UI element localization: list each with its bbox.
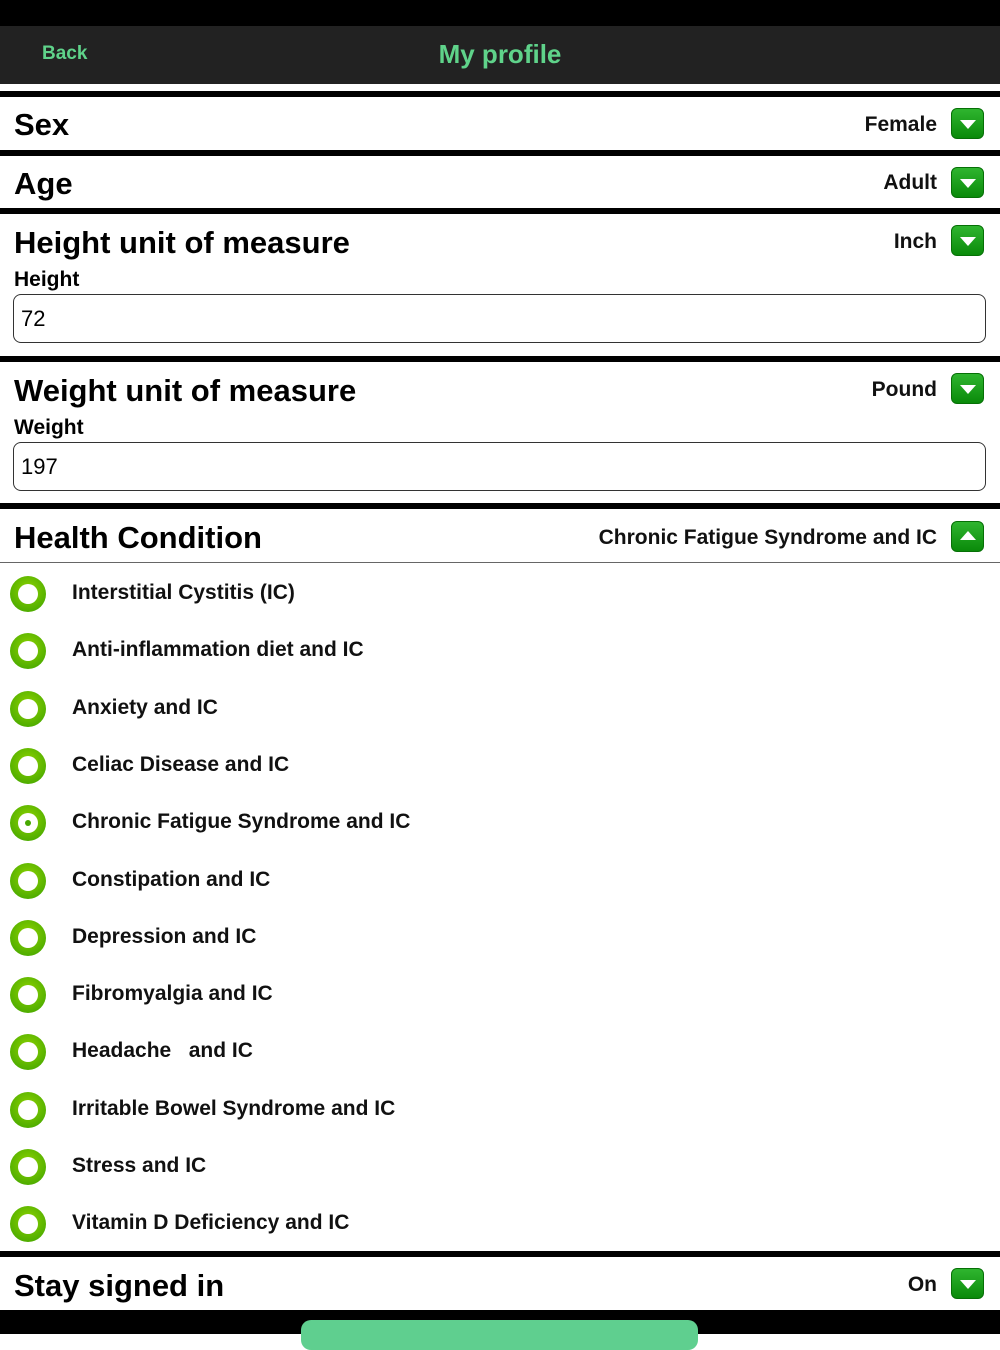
radio-icon[interactable]: [10, 1149, 46, 1185]
list-divider: [0, 562, 1000, 563]
radio-icon[interactable]: [10, 576, 46, 612]
radio-inner: [18, 985, 38, 1005]
chevron-down-icon: [960, 237, 976, 246]
section-divider: [0, 356, 1000, 362]
health-option-label: Stress and IC: [72, 1154, 207, 1177]
chevron-up-icon: [960, 531, 976, 540]
weight-unit-label: Weight unit of measure: [14, 373, 357, 408]
navigation-bar: [0, 26, 1000, 84]
radio-icon[interactable]: [10, 1206, 46, 1242]
radio-icon[interactable]: [10, 920, 46, 956]
radio-icon[interactable]: [10, 863, 46, 899]
health-option-label: Anti-inflammation diet and IC: [72, 638, 364, 662]
weight-field-label: Weight: [14, 416, 84, 439]
section-divider: [0, 150, 1000, 156]
section-divider: [0, 1251, 1000, 1257]
height-unit-dropdown-button[interactable]: [951, 225, 984, 256]
section-divider: [0, 208, 1000, 214]
radio-dot: [25, 820, 31, 826]
back-button[interactable]: Back: [42, 43, 88, 64]
stay-signed-in-value[interactable]: On: [907, 1273, 937, 1296]
radio-icon[interactable]: [10, 748, 46, 784]
health-option-label: Irritable Bowel Syndrome and IC: [72, 1096, 396, 1120]
health-option-label: Headache and IC: [72, 1039, 253, 1063]
radio-inner: [18, 641, 38, 661]
chevron-down-icon: [960, 385, 976, 394]
sex-dropdown-button[interactable]: [951, 108, 984, 139]
radio-inner: [18, 1042, 38, 1062]
radio-selected-icon[interactable]: [10, 805, 46, 841]
health-option-label: Fibromyalgia and IC: [72, 982, 273, 1006]
health-option[interactable]: [0, 1199, 1000, 1249]
radio-inner: [18, 699, 38, 719]
age-value[interactable]: Adult: [883, 171, 937, 194]
radio-icon[interactable]: [10, 691, 46, 727]
radio-inner: [18, 871, 38, 891]
section-divider: [0, 503, 1000, 509]
save-button[interactable]: [301, 1320, 698, 1350]
radio-inner: [18, 928, 38, 948]
health-option-label: Depression and IC: [72, 924, 257, 948]
health-option[interactable]: [0, 569, 1000, 619]
stay-signed-in-label: Stay signed in: [14, 1268, 225, 1303]
radio-inner: [18, 756, 38, 776]
health-option[interactable]: [0, 913, 1000, 963]
height-input[interactable]: [13, 294, 986, 343]
health-option-label: Vitamin D Deficiency and IC: [72, 1211, 350, 1235]
health-option[interactable]: [0, 626, 1000, 676]
radio-inner: [18, 1100, 38, 1120]
health-option[interactable]: [0, 1085, 1000, 1135]
health-condition-label: Health Condition: [14, 520, 262, 555]
health-option-label: Anxiety and IC: [72, 695, 218, 719]
health-option[interactable]: [0, 970, 1000, 1020]
weight-input[interactable]: [13, 442, 986, 491]
health-condition-dropdown-button[interactable]: [951, 521, 984, 552]
height-unit-value[interactable]: Inch: [893, 230, 937, 253]
health-option[interactable]: [0, 1142, 1000, 1192]
age-label: Age: [14, 166, 73, 201]
health-option[interactable]: [0, 798, 1000, 848]
age-dropdown-button[interactable]: [951, 167, 984, 198]
radio-icon[interactable]: [10, 1034, 46, 1070]
weight-unit-value[interactable]: Pound: [871, 378, 937, 401]
health-option-label: Chronic Fatigue Syndrome and IC: [72, 810, 411, 834]
sex-label: Sex: [14, 107, 70, 142]
radio-icon[interactable]: [10, 1092, 46, 1128]
sex-value[interactable]: Female: [864, 113, 937, 136]
health-option[interactable]: [0, 741, 1000, 791]
radio-inner: [18, 1157, 38, 1177]
radio-inner: [18, 1214, 38, 1234]
radio-icon[interactable]: [10, 633, 46, 669]
status-bar: [0, 0, 1000, 26]
page-title: My profile: [438, 39, 562, 69]
health-option-label: Interstitial Cystitis (IC): [72, 581, 295, 604]
chevron-down-icon: [960, 1280, 976, 1289]
height-field-label: Height: [14, 268, 80, 291]
radio-inner: [18, 813, 38, 833]
health-condition-value[interactable]: Chronic Fatigue Syndrome and IC: [598, 526, 937, 549]
chevron-down-icon: [960, 179, 976, 188]
health-option[interactable]: [0, 684, 1000, 734]
radio-icon[interactable]: [10, 977, 46, 1013]
weight-unit-dropdown-button[interactable]: [951, 373, 984, 404]
health-option-label: Celiac Disease and IC: [72, 752, 290, 776]
height-unit-label: Height unit of measure: [14, 225, 350, 260]
stay-signed-in-dropdown-button[interactable]: [951, 1268, 984, 1299]
health-option-label: Constipation and IC: [72, 867, 271, 891]
health-option[interactable]: [0, 856, 1000, 906]
chevron-down-icon: [960, 120, 976, 129]
section-divider: [0, 91, 1000, 97]
health-option[interactable]: [0, 1027, 1000, 1077]
radio-inner: [18, 584, 38, 604]
